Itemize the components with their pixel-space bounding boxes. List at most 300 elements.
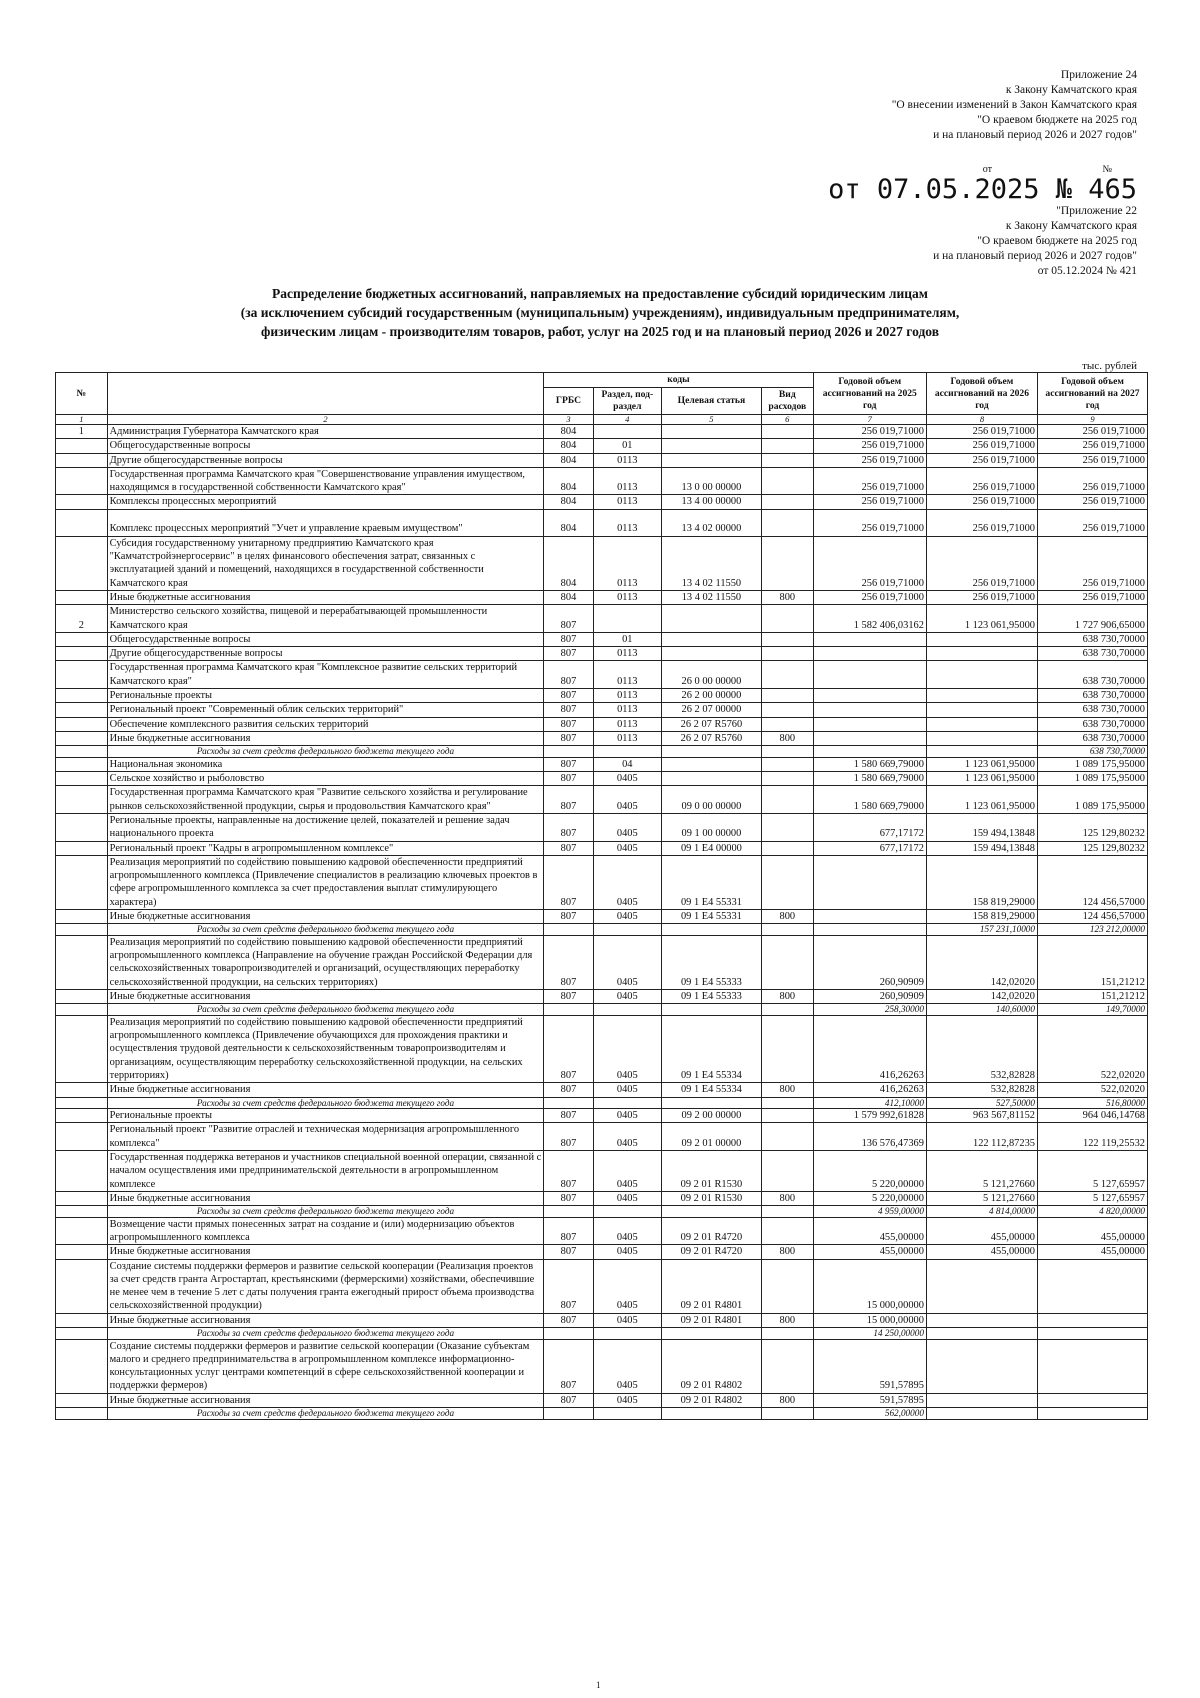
row-grbs: 807 <box>544 1083 593 1097</box>
row-grbs: 807 <box>544 1259 593 1313</box>
row-amount-2027: 638 730,70000 <box>1037 661 1147 689</box>
row-razdel: 0113 <box>593 661 661 689</box>
row-amount-2027: 5 127,65957 <box>1037 1150 1147 1191</box>
table-row <box>56 1123 1148 1151</box>
table-header-row <box>56 373 1148 388</box>
row-amount-2025 <box>813 855 926 909</box>
row-razdel: 0405 <box>593 813 661 841</box>
row-razdel: 0113 <box>593 731 661 745</box>
col-razdel: Раздел, под-раздел <box>593 388 661 415</box>
row-amount-2027: 516,80000 <box>1037 1097 1147 1109</box>
row-number <box>56 1328 108 1340</box>
row-amount-2025: 5 220,00000 <box>813 1191 926 1205</box>
row-amount-2026: 455,00000 <box>926 1217 1037 1245</box>
row-grbs: 804 <box>544 439 593 453</box>
row-amount-2026: 1 123 061,95000 <box>926 757 1037 771</box>
row-name: Расходы за счет средств федерального бюджета текущего года <box>107 1408 544 1420</box>
row-target-article <box>661 924 761 936</box>
allocations-table <box>55 372 1148 1420</box>
row-razdel: 04 <box>593 757 661 771</box>
row-razdel <box>593 605 661 633</box>
row-amount-2026: 142,02020 <box>926 935 1037 989</box>
row-amount-2027: 256 019,71000 <box>1037 425 1147 439</box>
row-name: Расходы за счет средств федерального бюджета текущего года <box>107 1328 544 1340</box>
row-target-article: 13 4 02 11550 <box>661 536 761 590</box>
row-razdel: 0405 <box>593 1109 661 1123</box>
row-number <box>56 924 108 936</box>
row-number <box>56 1206 108 1218</box>
col-grbs: ГРБС <box>544 388 593 415</box>
stamp-ot-label: от <box>982 164 992 175</box>
row-name: Администрация Губернатора Камчатского края <box>107 425 544 439</box>
row-expense-type <box>761 1150 813 1191</box>
column-numbers-row <box>56 415 1148 425</box>
row-amount-2025 <box>813 717 926 731</box>
row-amount-2026: 158 819,29000 <box>926 910 1037 924</box>
row-amount-2027 <box>1037 1259 1147 1313</box>
row-expense-type: 800 <box>761 731 813 745</box>
row-target-article: 09 2 01 R1530 <box>661 1191 761 1205</box>
row-amount-2026 <box>926 703 1037 717</box>
row-razdel: 0113 <box>593 647 661 661</box>
stamp-date-number: от 07.05.2025 № 465 <box>828 174 1137 205</box>
row-target-article: 13 4 02 11550 <box>661 590 761 604</box>
row-amount-2027: 1 727 906,65000 <box>1037 605 1147 633</box>
row-target-article: 09 0 00 00000 <box>661 786 761 814</box>
row-name: Реализация мероприятий по содействию повышению кадровой обеспеченности предприятий агропромышленного комплекса (Направление на обучение граждан Российской Федерации для сельскохозяйственных товаропроизводителей и организаций, осуществляющих переработку сельскохозяйственной продукции, на сельских территориях) <box>107 935 544 989</box>
column-number: 6 <box>761 415 813 425</box>
row-number <box>56 590 108 604</box>
row-expense-type <box>761 509 813 536</box>
row-amount-2026: 256 019,71000 <box>926 439 1037 453</box>
header-line: к Закону Камчатского края <box>1005 84 1137 96</box>
row-target-article: 13 4 02 00000 <box>661 509 761 536</box>
row-name: Сельское хозяйство и рыболовство <box>107 772 544 786</box>
row-target-article <box>661 632 761 646</box>
row-razdel: 0405 <box>593 1083 661 1097</box>
row-expense-type <box>761 1259 813 1313</box>
row-amount-2027: 123 212,00000 <box>1037 924 1147 936</box>
row-amount-2025: 256 019,71000 <box>813 495 926 509</box>
row-expense-type <box>761 453 813 467</box>
table-row <box>56 453 1148 467</box>
row-amount-2025: 1 580 669,79000 <box>813 786 926 814</box>
row-amount-2027: 638 730,70000 <box>1037 703 1147 717</box>
table-row <box>56 425 1148 439</box>
table-row <box>56 717 1148 731</box>
row-amount-2027: 124 456,57000 <box>1037 910 1147 924</box>
row-razdel: 0405 <box>593 1015 661 1082</box>
row-grbs: 807 <box>544 605 593 633</box>
row-expense-type <box>761 1206 813 1218</box>
row-target-article: 13 0 00 00000 <box>661 467 761 495</box>
row-amount-2027: 256 019,71000 <box>1037 495 1147 509</box>
row-target-article: 09 1 E4 55333 <box>661 989 761 1003</box>
row-name: Создание системы поддержки фермеров и развитие сельской кооперации (Реализация проектов за счет средств гранта Агростартап, крестьянскими (фермерскими) хозяйствами, обеспечившие не менее чем в течение 5 лет с даты получения гранта ежегодный прирост объема производства сельскохозяйственной продукции) <box>107 1259 544 1313</box>
row-expense-type <box>761 746 813 758</box>
row-expense-type <box>761 813 813 841</box>
row-razdel: 0405 <box>593 935 661 989</box>
row-amount-2027: 124 456,57000 <box>1037 855 1147 909</box>
table-row <box>56 1109 1148 1123</box>
row-amount-2027: 638 730,70000 <box>1037 731 1147 745</box>
row-name: Иные бюджетные ассигнования <box>107 989 544 1003</box>
row-name: Иные бюджетные ассигнования <box>107 1083 544 1097</box>
row-number <box>56 1109 108 1123</box>
row-amount-2025: 562,00000 <box>813 1408 926 1420</box>
row-amount-2027: 149,70000 <box>1037 1004 1147 1016</box>
table-row <box>56 467 1148 495</box>
row-name: Иные бюджетные ассигнования <box>107 590 544 604</box>
header-line: "О внесении изменений в Закон Камчатского края <box>891 99 1137 111</box>
row-amount-2026 <box>926 647 1037 661</box>
col-name <box>107 373 544 415</box>
row-amount-2025: 416,26263 <box>813 1083 926 1097</box>
row-amount-2025 <box>813 703 926 717</box>
row-number <box>56 1191 108 1205</box>
row-razdel: 0405 <box>593 855 661 909</box>
row-number <box>56 717 108 731</box>
row-razdel: 0405 <box>593 1259 661 1313</box>
row-amount-2026: 527,50000 <box>926 1097 1037 1109</box>
row-expense-type <box>761 855 813 909</box>
row-amount-2026: 455,00000 <box>926 1245 1037 1259</box>
row-amount-2025: 677,17172 <box>813 813 926 841</box>
row-razdel <box>593 1004 661 1016</box>
table-row <box>56 590 1148 604</box>
document-title <box>120 284 1080 341</box>
row-amount-2025 <box>813 647 926 661</box>
row-amount-2027: 638 730,70000 <box>1037 689 1147 703</box>
row-number <box>56 495 108 509</box>
row-number <box>56 841 108 855</box>
row-grbs: 807 <box>544 1015 593 1082</box>
row-amount-2026: 1 123 061,95000 <box>926 772 1037 786</box>
federal-subtotal-row <box>56 1328 1148 1340</box>
row-target-article: 09 1 E4 00000 <box>661 841 761 855</box>
row-grbs: 807 <box>544 717 593 731</box>
row-expense-type <box>761 467 813 495</box>
row-expense-type <box>761 924 813 936</box>
row-amount-2026: 256 019,71000 <box>926 425 1037 439</box>
row-razdel <box>593 1328 661 1340</box>
federal-subtotal-row <box>56 1408 1148 1420</box>
row-number <box>56 855 108 909</box>
row-number <box>56 509 108 536</box>
row-amount-2025: 1 580 669,79000 <box>813 772 926 786</box>
table-row <box>56 1015 1148 1082</box>
row-number <box>56 439 108 453</box>
row-name: Комплекс процессных мероприятий "Учет и управление краевым имуществом" <box>107 509 544 536</box>
row-name: Региональный проект "Кадры в агропромышленном комплексе" <box>107 841 544 855</box>
row-number <box>56 772 108 786</box>
title-line: (за исключением субсидий государственным (муниципальным) учреждениям), индивидуальным предпринимателям, <box>240 305 960 320</box>
table-row <box>56 1393 1148 1407</box>
row-number <box>56 1123 108 1151</box>
row-target-article: 09 1 E4 55334 <box>661 1083 761 1097</box>
row-name: Иные бюджетные ассигнования <box>107 731 544 745</box>
row-number <box>56 661 108 689</box>
table-row <box>56 1083 1148 1097</box>
units-label: тыс. рублей <box>1082 360 1137 372</box>
row-grbs: 807 <box>544 757 593 771</box>
row-name: Иные бюджетные ассигнования <box>107 1393 544 1407</box>
row-amount-2025: 260,90909 <box>813 935 926 989</box>
row-grbs: 807 <box>544 841 593 855</box>
row-amount-2025: 14 250,00000 <box>813 1328 926 1340</box>
row-number <box>56 536 108 590</box>
row-amount-2026 <box>926 717 1037 731</box>
table-row <box>56 910 1148 924</box>
row-target-article: 09 2 01 R4801 <box>661 1259 761 1313</box>
row-name: Расходы за счет средств федерального бюджета текущего года <box>107 746 544 758</box>
row-amount-2027 <box>1037 1313 1147 1327</box>
table-row <box>56 1217 1148 1245</box>
row-razdel: 0113 <box>593 703 661 717</box>
row-name: Государственная программа Камчатского края "Совершенствование управления имуществом, находящимся в государственной собственности Камчатского края" <box>107 467 544 495</box>
row-target-article <box>661 1408 761 1420</box>
row-amount-2026 <box>926 689 1037 703</box>
column-number: 9 <box>1037 415 1147 425</box>
row-number <box>56 786 108 814</box>
row-expense-type: 800 <box>761 1393 813 1407</box>
row-amount-2026: 5 121,27660 <box>926 1150 1037 1191</box>
row-razdel: 0405 <box>593 989 661 1003</box>
row-amount-2026: 1 123 061,95000 <box>926 786 1037 814</box>
table-row <box>56 703 1148 717</box>
row-razdel: 0405 <box>593 1313 661 1327</box>
row-grbs: 804 <box>544 467 593 495</box>
row-amount-2027: 455,00000 <box>1037 1217 1147 1245</box>
row-amount-2026: 1 123 061,95000 <box>926 605 1037 633</box>
row-number <box>56 989 108 1003</box>
row-target-article <box>661 605 761 633</box>
row-expense-type <box>761 1408 813 1420</box>
federal-subtotal-row <box>56 746 1148 758</box>
row-amount-2025: 136 576,47369 <box>813 1123 926 1151</box>
table-row <box>56 1313 1148 1327</box>
row-number <box>56 1150 108 1191</box>
row-amount-2027: 256 019,71000 <box>1037 509 1147 536</box>
row-amount-2027: 638 730,70000 <box>1037 717 1147 731</box>
row-name: Субсидия государственному унитарному предприятию Камчатского края "Камчатстройэнергосервис" в целях финансового обеспечения затрат, связанных с эксплуатацией зданий и помещений, находящихся в государственной собственности Камчатского края <box>107 536 544 590</box>
header-line: "О краевом бюджете на 2025 год <box>977 235 1137 247</box>
col-2026: Годовой объем ассигнований на 2026 год <box>926 373 1037 415</box>
row-name: Создание системы поддержки фермеров и развитие сельской кооперации (Оказание субъектам малого и среднего предпринимательства в агропромышленном комплексе информационно-консультационных услуг центрами компетенций в сфере сельскохозяйственной кооперации и поддержки фермеров) <box>107 1339 544 1393</box>
row-name: Региональный проект "Современный облик сельских территорий" <box>107 703 544 717</box>
table-row <box>56 1339 1148 1393</box>
row-expense-type: 800 <box>761 1245 813 1259</box>
row-target-article: 09 2 01 R1530 <box>661 1150 761 1191</box>
table-row <box>56 689 1148 703</box>
row-number <box>56 467 108 495</box>
header-line: к Закону Камчатского края <box>1005 220 1137 232</box>
col-vr: Вид расходов <box>761 388 813 415</box>
row-amount-2026: 122 112,87235 <box>926 1123 1037 1151</box>
row-razdel: 0113 <box>593 495 661 509</box>
row-name: Реализация мероприятий по содействию повышению кадровой обеспеченности предприятий агропромышленного комплекса (Привлечение обучающихся для прохождения практики и осуществления трудовой деятельности к сельскохозяйственным товаропроизводителям и организациям, осуществляющим переработку сельскохозяйственной продукции, на сельских территориях) <box>107 1015 544 1082</box>
row-expense-type <box>761 1097 813 1109</box>
table-row <box>56 786 1148 814</box>
row-target-article: 09 2 01 00000 <box>661 1123 761 1151</box>
row-name: Комплексы процессных мероприятий <box>107 495 544 509</box>
row-number <box>56 1004 108 1016</box>
row-expense-type <box>761 1328 813 1340</box>
column-number: 8 <box>926 415 1037 425</box>
row-target-article: 26 0 00 00000 <box>661 661 761 689</box>
amendment-stamp <box>828 164 1137 205</box>
row-amount-2027: 125 129,80232 <box>1037 841 1147 855</box>
row-amount-2027: 151,21212 <box>1037 989 1147 1003</box>
row-amount-2025: 256 019,71000 <box>813 453 926 467</box>
row-amount-2025: 1 580 669,79000 <box>813 757 926 771</box>
row-grbs: 807 <box>544 1150 593 1191</box>
row-target-article: 13 4 00 00000 <box>661 495 761 509</box>
row-grbs <box>544 1328 593 1340</box>
federal-subtotal-row <box>56 1206 1148 1218</box>
row-amount-2027 <box>1037 1339 1147 1393</box>
table-row <box>56 632 1148 646</box>
col-no: № <box>56 373 108 415</box>
row-amount-2027: 638 730,70000 <box>1037 647 1147 661</box>
page-number: 1 <box>596 1680 601 1690</box>
row-razdel: 0405 <box>593 1217 661 1245</box>
col-2027: Годовой объем ассигнований на 2027 год <box>1037 373 1147 415</box>
row-amount-2027: 1 089 175,95000 <box>1037 757 1147 771</box>
row-amount-2026 <box>926 632 1037 646</box>
row-target-article: 26 2 00 00000 <box>661 689 761 703</box>
row-amount-2025 <box>813 731 926 745</box>
column-number: 2 <box>107 415 544 425</box>
row-razdel: 0113 <box>593 453 661 467</box>
row-grbs: 807 <box>544 1109 593 1123</box>
row-amount-2026: 159 494,13848 <box>926 813 1037 841</box>
row-name: Расходы за счет средств федерального бюджета текущего года <box>107 1097 544 1109</box>
row-amount-2025: 256 019,71000 <box>813 425 926 439</box>
row-amount-2026: 142,02020 <box>926 989 1037 1003</box>
row-number <box>56 935 108 989</box>
row-target-article <box>661 1097 761 1109</box>
row-name: Расходы за счет средств федерального бюджета текущего года <box>107 1004 544 1016</box>
row-amount-2026 <box>926 746 1037 758</box>
row-target-article: 09 2 01 R4801 <box>661 1313 761 1327</box>
row-grbs: 807 <box>544 1217 593 1245</box>
table-row <box>56 495 1148 509</box>
federal-subtotal-row <box>56 1097 1148 1109</box>
row-target-article <box>661 746 761 758</box>
row-name: Министерство сельского хозяйства, пищевой и перерабатывающей промышленности Камчатского края <box>107 605 544 633</box>
row-amount-2025: 256 019,71000 <box>813 590 926 604</box>
row-expense-type <box>761 786 813 814</box>
row-name: Иные бюджетные ассигнования <box>107 910 544 924</box>
table-row <box>56 1150 1148 1191</box>
row-name: Иные бюджетные ассигнования <box>107 1245 544 1259</box>
row-grbs: 807 <box>544 1339 593 1393</box>
row-amount-2027: 151,21212 <box>1037 935 1147 989</box>
row-amount-2025: 677,17172 <box>813 841 926 855</box>
row-amount-2025 <box>813 632 926 646</box>
row-expense-type: 800 <box>761 989 813 1003</box>
row-amount-2025 <box>813 689 926 703</box>
row-grbs: 807 <box>544 731 593 745</box>
row-amount-2025: 1 579 992,61828 <box>813 1109 926 1123</box>
row-number <box>56 647 108 661</box>
row-amount-2026: 256 019,71000 <box>926 495 1037 509</box>
row-number <box>56 632 108 646</box>
row-amount-2027: 256 019,71000 <box>1037 439 1147 453</box>
table-row <box>56 935 1148 989</box>
row-grbs <box>544 1408 593 1420</box>
row-expense-type <box>761 647 813 661</box>
row-amount-2025 <box>813 661 926 689</box>
row-grbs: 807 <box>544 1191 593 1205</box>
row-number <box>56 1259 108 1313</box>
row-number <box>56 757 108 771</box>
table-row <box>56 841 1148 855</box>
row-expense-type <box>761 1109 813 1123</box>
row-razdel: 0405 <box>593 1191 661 1205</box>
row-amount-2025: 15 000,00000 <box>813 1313 926 1327</box>
row-grbs: 807 <box>544 910 593 924</box>
header-line: Приложение 24 <box>1060 69 1137 81</box>
table-row <box>56 661 1148 689</box>
row-target-article: 09 1 E4 55334 <box>661 1015 761 1082</box>
row-amount-2027: 256 019,71000 <box>1037 453 1147 467</box>
row-name: Возмещение части прямых понесенных затрат на создание и (или) модернизацию объектов агропромышленного комплекса <box>107 1217 544 1245</box>
row-grbs <box>544 746 593 758</box>
row-amount-2026: 256 019,71000 <box>926 536 1037 590</box>
row-amount-2027 <box>1037 1328 1147 1340</box>
row-name: Государственная программа Камчатского края "Развитие сельского хозяйства и регулирование рынков сельскохозяйственной продукции, сырья и продовольствия Камчатского края" <box>107 786 544 814</box>
row-name: Расходы за счет средств федерального бюджета текущего года <box>107 1206 544 1218</box>
row-expense-type <box>761 661 813 689</box>
row-amount-2026 <box>926 1393 1037 1407</box>
row-grbs <box>544 1206 593 1218</box>
row-amount-2027: 638 730,70000 <box>1037 746 1147 758</box>
row-amount-2025: 455,00000 <box>813 1217 926 1245</box>
title-line: физическим лицам - производителям товаров, работ, услуг на 2025 год и на плановый период 2026 и 2027 годов <box>261 324 939 339</box>
row-number <box>56 746 108 758</box>
row-number <box>56 1083 108 1097</box>
row-amount-2025: 4 959,00000 <box>813 1206 926 1218</box>
row-amount-2027: 522,02020 <box>1037 1083 1147 1097</box>
row-expense-type <box>761 536 813 590</box>
row-amount-2027: 1 089 175,95000 <box>1037 772 1147 786</box>
row-expense-type <box>761 632 813 646</box>
header-line: от 05.12.2024 № 421 <box>1037 265 1137 277</box>
row-target-article: 09 2 01 R4802 <box>661 1339 761 1393</box>
row-razdel <box>593 1408 661 1420</box>
row-name: Общегосударственные вопросы <box>107 439 544 453</box>
row-razdel: 0405 <box>593 910 661 924</box>
row-grbs: 807 <box>544 786 593 814</box>
row-target-article <box>661 772 761 786</box>
row-number <box>56 1408 108 1420</box>
row-grbs: 807 <box>544 1393 593 1407</box>
row-expense-type <box>761 1339 813 1393</box>
row-razdel: 0113 <box>593 536 661 590</box>
row-number <box>56 1217 108 1245</box>
row-amount-2027: 5 127,65957 <box>1037 1191 1147 1205</box>
row-amount-2027: 455,00000 <box>1037 1245 1147 1259</box>
row-razdel: 0405 <box>593 786 661 814</box>
row-grbs: 804 <box>544 509 593 536</box>
row-target-article: 26 2 07 R5760 <box>661 731 761 745</box>
row-number <box>56 1393 108 1407</box>
row-razdel: 0113 <box>593 717 661 731</box>
table-row <box>56 1191 1148 1205</box>
row-target-article: 09 1 E4 55333 <box>661 935 761 989</box>
